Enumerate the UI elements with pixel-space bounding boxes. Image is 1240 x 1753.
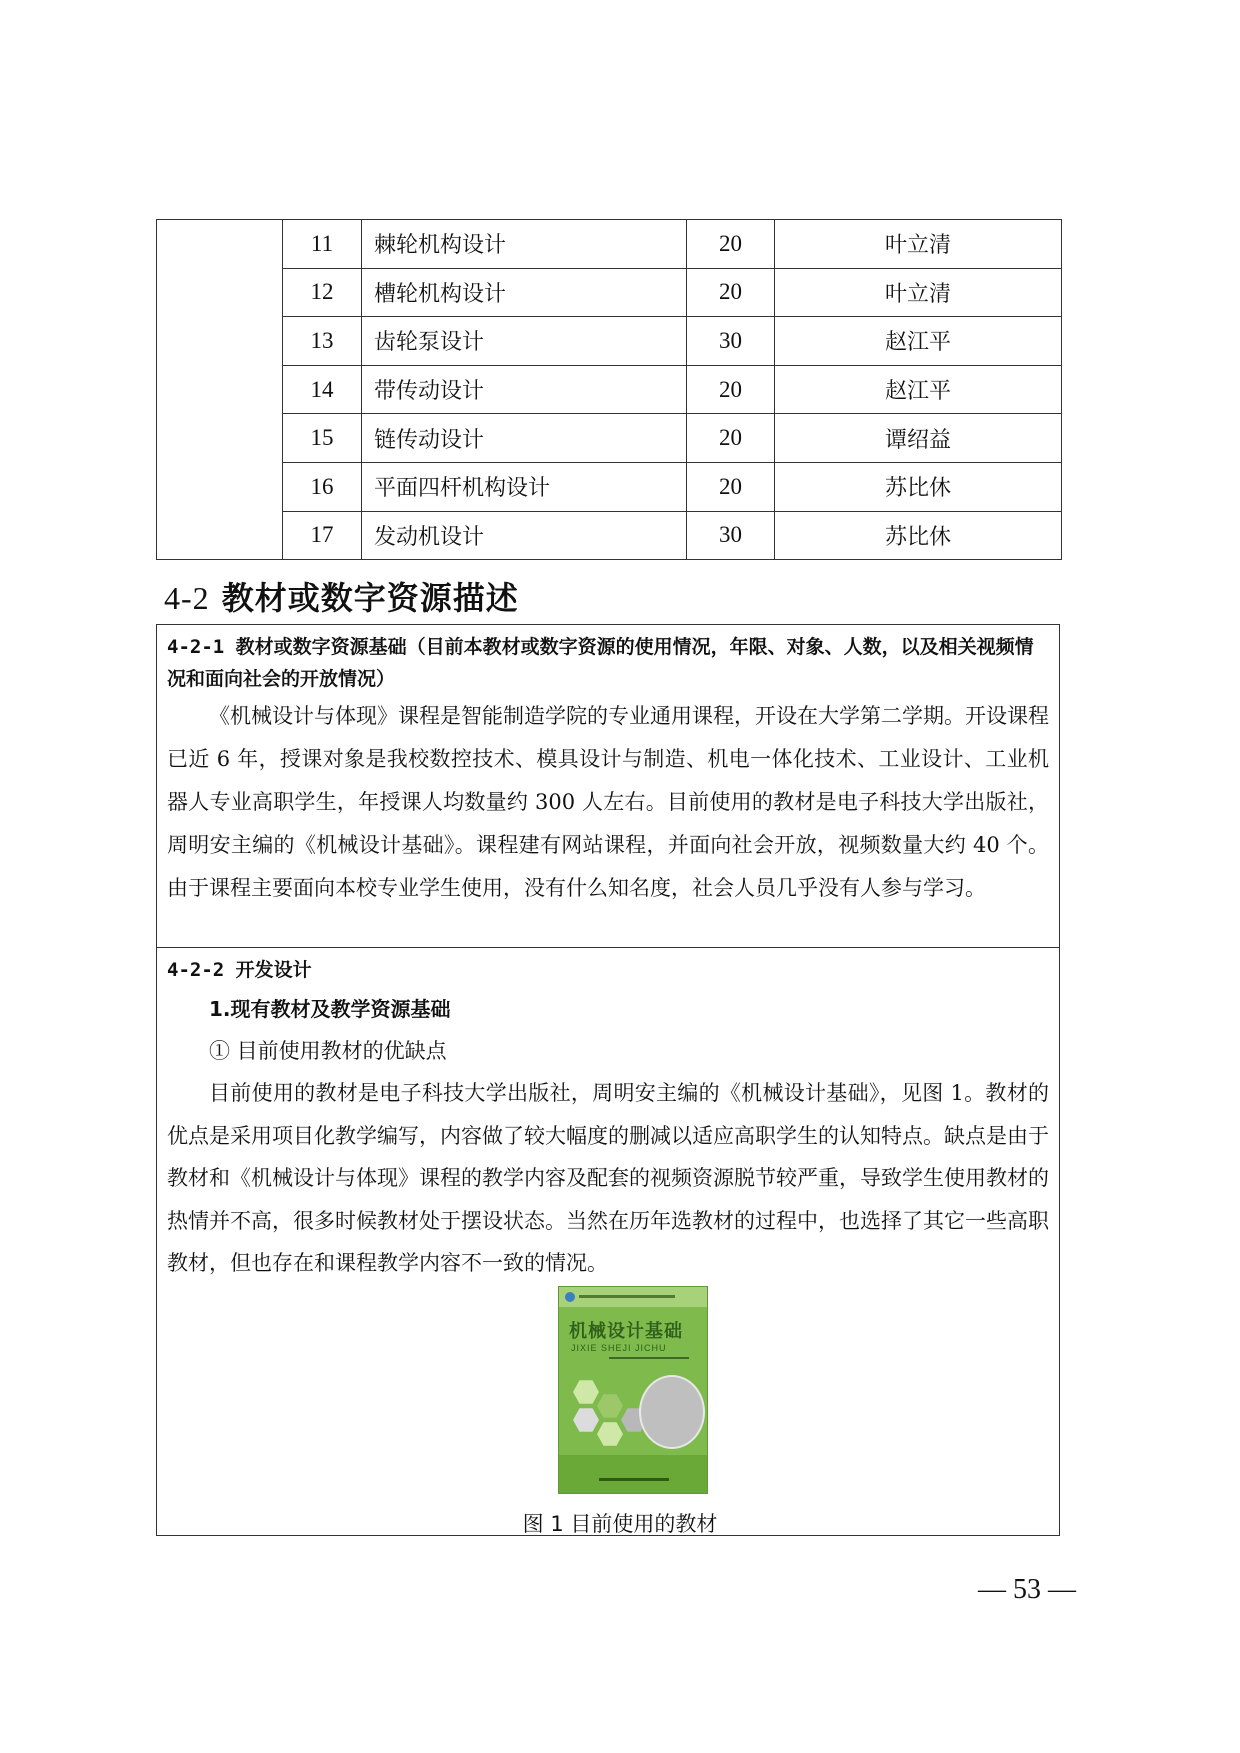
project-name: 带传动设计 <box>362 365 687 414</box>
project-teacher: 叶立清 <box>775 220 1062 269</box>
project-teacher: 苏比休 <box>775 511 1062 560</box>
project-hours: 20 <box>687 414 775 463</box>
table-row <box>157 511 1062 560</box>
hexagon-decoration-icon <box>573 1407 599 1433</box>
row-number: 17 <box>283 511 362 560</box>
project-teacher: 赵江平 <box>775 365 1062 414</box>
project-teacher: 赵江平 <box>775 317 1062 366</box>
merged-category-cell <box>157 220 283 560</box>
course-table <box>156 219 1062 560</box>
row-number: 15 <box>283 414 362 463</box>
table-row <box>157 462 1062 511</box>
row-number: 14 <box>283 365 362 414</box>
project-name: 齿轮泵设计 <box>362 317 687 366</box>
cover-bottom-band <box>559 1455 707 1493</box>
hexagon-decoration-icon <box>597 1393 623 1419</box>
cover-pinyin: JIXIE SHEJI JICHU <box>571 1343 667 1353</box>
hexagon-decoration-icon <box>573 1379 599 1405</box>
project-hours: 30 <box>687 511 775 560</box>
mechanical-photo <box>639 1375 705 1449</box>
project-hours: 20 <box>687 268 775 317</box>
table-row <box>157 414 1062 463</box>
project-teacher: 谭绍益 <box>775 414 1062 463</box>
project-hours: 20 <box>687 365 775 414</box>
cover-series-line <box>579 1295 675 1298</box>
pros-cons-heading: ① 目前使用教材的优缺点 <box>209 1039 447 1063</box>
pros-cons-paragraph: 目前使用的教材是电子科技大学出版社，周明安主编的《机械设计基础》，见图 1。教材的优点是采用项目化教学编写，内容做了较大幅度的删减以适应高职学生的认知特点。缺点是由于教材和《机械设计与体现》课程的教学内容及配套的视频资源脱节较严重，导致学生使用教材的热情并不高，很多时候教材处于摆设状态。当然在历年选教材的过程中，也选择了其它一些高职教材，但也存在和课程教学内容不一致的情况。 <box>167 1081 1049 1275</box>
table-row <box>157 268 1062 317</box>
publisher-logo-icon <box>565 1292 575 1302</box>
page-number: — 53 — <box>978 1574 1076 1605</box>
cover-publisher-line <box>599 1478 669 1481</box>
project-hours: 20 <box>687 220 775 269</box>
development-design-title: 4-2-2 开发设计 <box>167 959 312 981</box>
row-number: 13 <box>283 317 362 366</box>
project-hours: 30 <box>687 317 775 366</box>
row-number: 11 <box>283 220 362 269</box>
section-title: 教材或数字资源描述 <box>221 579 519 617</box>
section-heading <box>164 573 519 619</box>
project-name: 槽轮机构设计 <box>362 268 687 317</box>
project-name: 棘轮机构设计 <box>362 220 687 269</box>
cover-title: 机械设计基础 <box>569 1321 683 1342</box>
table-row <box>157 317 1062 366</box>
project-name: 链传动设计 <box>362 414 687 463</box>
figure-caption: 图 1 目前使用的教材 <box>522 1512 718 1536</box>
existing-resources-heading: 1.现有教材及教学资源基础 <box>209 997 451 1021</box>
cover-authors-line <box>609 1357 689 1359</box>
section-number: 4-2 <box>164 580 210 616</box>
hexagon-decoration-icon <box>597 1421 623 1447</box>
resource-basis-box <box>156 624 1060 948</box>
project-hours: 20 <box>687 462 775 511</box>
resource-basis-paragraph: 《机械设计与体现》课程是智能制造学院的专业通用课程，开设在大学第二学期。开设课程已近 6 年，授课对象是我校数控技术、模具设计与制造、机电一体化技术、工业设计、工业机器人专业高职学生，年授课人均数量约 300 人左右。目前使用的教材是电子科技大学出版社，周明安主编的《机械设计基础》。课程建有网站课程，并面向社会开放，视频数量大约 40 个。由于课程主要面向本校专业学生使用，没有什么知名度，社会人员几乎没有人参与学习。 <box>167 704 1049 900</box>
table-row <box>157 220 1062 269</box>
resource-basis-title: 4-2-1 教材或数字资源基础（目前本教材或数字资源的使用情况，年限、对象、人数，以及相关视频情况和面向社会的开放情况） <box>167 636 1034 690</box>
project-teacher: 叶立清 <box>775 268 1062 317</box>
project-name: 发动机设计 <box>362 511 687 560</box>
textbook-cover-image <box>558 1286 708 1494</box>
project-teacher: 苏比休 <box>775 462 1062 511</box>
row-number: 12 <box>283 268 362 317</box>
project-name: 平面四杆机构设计 <box>362 462 687 511</box>
table-row <box>157 365 1062 414</box>
row-number: 16 <box>283 462 362 511</box>
